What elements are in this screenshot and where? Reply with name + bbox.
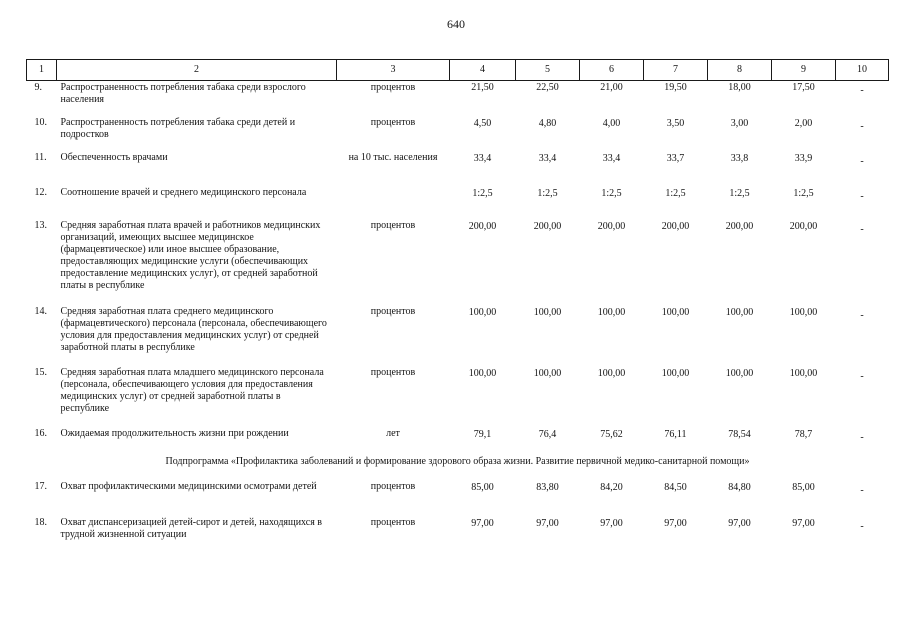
value-cell: 76,11: [664, 428, 687, 440]
value-cell: 78,54: [728, 428, 751, 440]
column-10-value: -: [860, 431, 864, 443]
value-cell: 200,00: [597, 220, 626, 232]
table-row: [27, 81, 889, 117]
indicator-name: Соотношение врачей и среднего медицинского персонала: [60, 186, 307, 198]
row-number: 15.: [34, 366, 47, 378]
unit: процентов: [370, 82, 416, 93]
unit: процентов: [370, 516, 416, 528]
header-cell: 7: [644, 60, 708, 81]
column-10-value: -: [860, 155, 864, 167]
header-cell: 10: [836, 60, 889, 81]
value-cell: 84,80: [728, 481, 751, 493]
value-cell: 4,00: [602, 117, 621, 129]
unit: лет: [386, 427, 400, 439]
header-cell: 6: [580, 60, 644, 81]
value-cell: 33,4: [538, 152, 557, 164]
value-cell: 97,00: [728, 517, 751, 529]
indicator-name: Охват диспансеризацией детей-сирот и детей, находящихся в трудной жизненной ситуации: [60, 516, 323, 540]
indicator-name: Ожидаемая продолжительность жизни при рождении: [60, 427, 289, 439]
indicators-table: [26, 59, 889, 551]
indicator-name: Распространенность потребления табака среди детей и подростков: [60, 116, 296, 140]
value-cell: 200,00: [533, 220, 562, 232]
value-cell: 78,7: [794, 428, 813, 440]
value-cell: 1:2,5: [472, 187, 493, 199]
column-10-value: -: [860, 370, 864, 382]
column-10-value: -: [860, 120, 864, 132]
value-cell: 1:2,5: [665, 187, 686, 199]
indicator-name: Средняя заработная плата врачей и работников медицинских организаций, имеющих высшее медицинское (фармацевтическое) или иное высшее образование, предоставляющих медицинские услуги (обеспечивающих предоставление медицинских услуг), от средней заработной платы в республике: [60, 219, 321, 291]
table-row: [27, 428, 889, 456]
value-cell: 4,50: [473, 117, 492, 129]
row-number: 16.: [34, 427, 47, 439]
row-number: 11.: [34, 151, 47, 163]
value-cell: 100,00: [468, 367, 497, 379]
value-cell: 85,00: [471, 481, 494, 493]
value-cell: 97,00: [792, 517, 815, 529]
header-cell: 8: [708, 60, 772, 81]
value-cell: 200,00: [661, 220, 690, 232]
unit: на 10 тыс. населения: [348, 151, 438, 163]
value-cell: 18,00: [728, 82, 751, 93]
row-number: 12.: [34, 186, 47, 198]
table-row: [27, 220, 889, 306]
table-row: [27, 152, 889, 187]
header-cell: 4: [450, 60, 516, 81]
row-number: 17.: [34, 480, 47, 492]
value-cell: 100,00: [661, 306, 690, 318]
value-cell: 100,00: [661, 367, 690, 379]
header-cell: 9: [772, 60, 836, 81]
header-row: [27, 60, 889, 81]
row-number: 10.: [34, 116, 47, 128]
value-cell: 33,8: [730, 152, 749, 164]
value-cell: 17,50: [792, 82, 815, 93]
value-cell: 100,00: [789, 367, 818, 379]
value-cell: 100,00: [533, 306, 562, 318]
unit: процентов: [370, 116, 416, 128]
row-number: 9.: [34, 82, 42, 93]
table-row: [27, 306, 889, 367]
value-cell: 1:2,5: [729, 187, 750, 199]
value-cell: 1:2,5: [793, 187, 814, 199]
header-cell: 1: [27, 60, 57, 81]
table-row: [27, 481, 889, 517]
value-cell: 85,00: [792, 481, 815, 493]
column-10-value: -: [860, 309, 864, 321]
value-cell: 21,00: [600, 82, 623, 93]
table-row: [27, 117, 889, 152]
indicator-name: Средняя заработная плата среднего медицинского (фармацевтического) персонала (персонала, обеспечивающего условия для предоставления медицинских услуг) от средней заработной платы в республике: [60, 305, 327, 353]
value-cell: 200,00: [789, 220, 818, 232]
column-10-value: -: [860, 85, 864, 96]
column-10-value: -: [860, 190, 864, 202]
value-cell: 100,00: [533, 367, 562, 379]
value-cell: 84,50: [664, 481, 687, 493]
table-row: [27, 517, 889, 551]
column-10-value: -: [860, 484, 864, 496]
column-10-value: -: [860, 223, 864, 235]
indicator-name: Распространенность потребления табака среди взрослого населения: [60, 82, 306, 105]
value-cell: 100,00: [597, 367, 626, 379]
value-cell: 84,20: [600, 481, 623, 493]
table-row: [27, 367, 889, 428]
unit: [337, 187, 450, 220]
value-cell: 100,00: [597, 306, 626, 318]
value-cell: 2,00: [794, 117, 813, 129]
value-cell: 1:2,5: [537, 187, 558, 199]
value-cell: 97,00: [536, 517, 559, 529]
value-cell: 100,00: [789, 306, 818, 318]
value-cell: 22,50: [536, 82, 559, 93]
unit: процентов: [370, 366, 416, 378]
column-10-value: -: [860, 520, 864, 532]
header-cell: 2: [57, 60, 337, 81]
value-cell: 100,00: [468, 306, 497, 318]
page-number: 640: [447, 17, 465, 31]
value-cell: 200,00: [468, 220, 497, 232]
indicator-name: Средняя заработная плата младшего медицинского персонала (персонала, обеспечивающего условия для предоставления медицинских услуг) от средней заработной платы в республике: [60, 366, 324, 414]
unit: процентов: [370, 480, 416, 492]
value-cell: 33,7: [666, 152, 685, 164]
row-number: 14.: [34, 305, 47, 317]
value-cell: 3,00: [730, 117, 749, 129]
subprogram-title: Подпрограмма «Профилактика заболеваний и формирование здорового образа жизни. Развитие первичной медико-санитарной помощи»: [165, 455, 750, 467]
unit: процентов: [370, 305, 416, 317]
value-cell: 1:2,5: [601, 187, 622, 199]
value-cell: 97,00: [600, 517, 623, 529]
value-cell: 33,4: [602, 152, 621, 164]
row-number: 13.: [34, 219, 47, 231]
value-cell: 75,62: [600, 428, 623, 440]
indicator-name: Охват профилактическими медицинскими осмотрами детей: [60, 480, 317, 492]
table-row: [27, 187, 889, 220]
value-cell: 19,50: [664, 82, 687, 93]
value-cell: 97,00: [664, 517, 687, 529]
header-cell: 3: [337, 60, 450, 81]
value-cell: 97,00: [471, 517, 494, 529]
value-cell: 3,50: [666, 117, 685, 129]
unit: процентов: [370, 219, 416, 231]
header-cell: 5: [516, 60, 580, 81]
value-cell: 100,00: [725, 367, 754, 379]
value-cell: 83,80: [536, 481, 559, 493]
value-cell: 4,80: [538, 117, 557, 129]
value-cell: 76,4: [538, 428, 557, 440]
value-cell: 100,00: [725, 306, 754, 318]
subprogram-row: [27, 456, 889, 481]
row-number: 18.: [34, 516, 47, 528]
indicator-name: Обеспеченность врачами: [60, 151, 168, 163]
value-cell: 21,50: [471, 82, 494, 93]
value-cell: 200,00: [725, 220, 754, 232]
value-cell: 79,1: [473, 428, 492, 440]
value-cell: 33,9: [794, 152, 813, 164]
value-cell: 33,4: [473, 152, 492, 164]
